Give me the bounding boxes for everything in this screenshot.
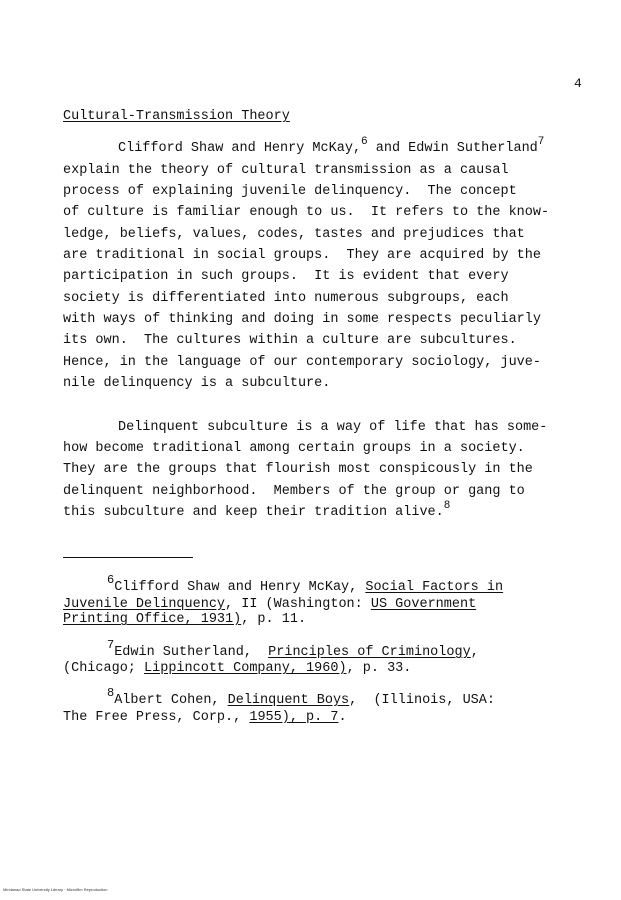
footnote-7-mark: 7 [107,638,115,652]
paragraph-2-line: They are the groups that flourish most conspicously in the [63,462,533,477]
paragraph-1-line: with ways of thinking and doing in some respects peculiarly [63,312,541,327]
footnote-6-imprint: Printing Office, 1931) [63,612,242,627]
footnote-8-title: Delinquent Boys [227,693,350,708]
paragraph-1-line: are traditional in social groups. They are acquired by the [63,248,541,263]
footnote-6-page: , p. 11. [241,612,307,627]
footnote-divider [63,557,193,558]
footnote-7-publisher: Lippincott Company, 1960) [144,661,347,676]
footnote-8-author: Albert Cohen, [114,693,228,708]
footnote-8-publisher: The Free Press, Corp., [63,710,250,725]
section-heading: Cultural-Transmission Theory [63,109,290,124]
paragraph-1-line-1 [118,136,545,158]
paragraph-2-line: how become traditional among certain groups in a society. [63,441,525,456]
footnote-6-title-a: Social Factors in [365,580,504,595]
paragraph-2-last-text: this subculture and keep their tradition alive. [63,505,444,520]
paragraph-1-line: nile delinquency is a subculture. [63,376,331,391]
footnote-6-line-2 [63,597,476,613]
paragraph-2-line-1: Delinquent subculture is a way of life that has some- [118,420,548,435]
footnote-8-after-title: , (Illinois, USA: [349,693,495,708]
footnote-8-mark: 8 [107,686,115,700]
paragraph-1-line: explain the theory of cultural transmission as a causal [63,163,509,178]
page-number: 4 [574,76,582,91]
footnote-7-line-1 [107,638,479,661]
footnote-8-end: . [338,710,347,725]
footnote-6-author: Clifford Shaw and Henry McKay, [114,580,366,595]
footnote-7-title-end: , [470,645,479,660]
footnote-7-page: , p. 33. [346,661,412,676]
footnote-6-mark: 6 [107,573,115,587]
paragraph-2-line: delinquent neighborhood. Members of the group or gang to [63,484,525,499]
paragraph-1-line: its own. The cultures within a culture are subcultures. [63,333,517,348]
footnote-8-line-1 [107,686,495,709]
footnote-6-publisher: US Government [370,597,477,612]
footnote-7-author: Edwin Sutherland, [114,645,269,660]
footnote-8-year: 1955), p. 7 [249,710,339,725]
paragraph-1-line: process of explaining juvenile delinquency. The concept [63,184,517,199]
footnote-7-place: (Chicago; [63,661,145,676]
footnote-6-title-b: Juvenile Delinquency [63,597,226,612]
footnote-7-line-2 [63,661,411,677]
footnote-6-line-1 [107,573,504,596]
paragraph-1-line: Hence, in the language of our contemporary sociology, juve- [63,355,541,370]
microfilm-footer-mark: Mindanao State University Library · Microfilm Reproduction [3,887,108,892]
paragraph-1-line: ledge, beliefs, values, codes, tastes and prejudices that [63,227,525,242]
paragraph-1-line-1-a: Clifford Shaw and Henry McKay, [118,141,362,156]
footnote-ref-6[interactable]: 6 [361,136,368,148]
footnote-ref-8[interactable]: 8 [443,500,451,512]
footnote-7-title: Principles of Criminology [268,645,471,660]
footnote-6-rest: , II (Washington: [225,597,371,612]
footnote-6-line-3 [63,612,306,628]
paragraph-1-line-1-b: and Edwin Sutherland [367,141,538,156]
paragraph-1-line: participation in such groups. It is evident that every [63,269,509,284]
paragraph-1-line: of culture is familiar enough to us. It refers to the know- [63,205,550,220]
paragraph-1-line: society is differentiated into numerous subgroups, each [63,291,509,306]
paragraph-2-last-line [63,500,451,522]
footnote-8-line-2 [63,710,347,726]
footnote-ref-7[interactable]: 7 [537,136,545,148]
